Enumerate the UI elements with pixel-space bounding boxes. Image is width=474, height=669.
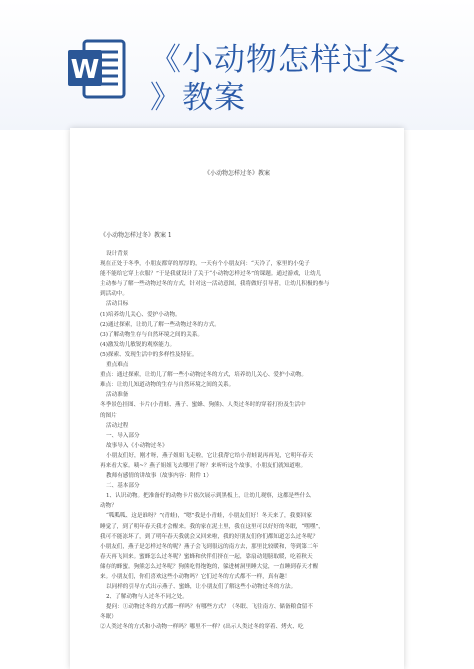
document-line: 睡觉了，到了明年春天我才会醒来。我的家在泥土里，我在这里可以好好的冬眠，“嘿嘿”，: [100, 523, 324, 530]
document-line: 二、基本部分: [106, 483, 140, 490]
document-line: 难点：让幼儿知道动物的生存与自然环境之间的关系。: [100, 382, 235, 389]
document-line: (3)了解动物生存与自然环境之间的关系。: [100, 331, 204, 338]
document-line: 我可不能冻坏了，到了明年春天我就会又回来啦，我的好朋友们你们都知道怎么过冬呢？: [100, 533, 319, 540]
document-line: 2、了解动物与人过冬不同之处。: [106, 594, 188, 601]
document-line: 以同样的引导方式出示燕子、蜜蜂，让小朋友们了解这些小动物过冬的方法。: [106, 584, 297, 591]
document-title: 《小动物怎样过冬》教案: [203, 170, 270, 177]
word-logo-letter: W: [70, 55, 100, 85]
document-line: 现在正处于冬季，小朋友都穿的厚厚的，一天有个小朋友问：“天冷了，家里的小兔子: [100, 261, 310, 268]
document-line: ②人类过冬的方式和小动物一样吗？哪里不一样？(出示人类过冬的穿着、烤火、吃: [100, 624, 304, 631]
document-line: 能不能给它穿上衣服？”于是我就设计了关于“小动物怎样过冬”的课题。通过游戏，让幼儿: [100, 271, 322, 278]
document-line: 储存的蜂蜜。狗熊怎么过冬呢？狗熊吃得饱饱的，躲进树洞里睡大觉，一直睡到春天才醒: [100, 563, 319, 570]
document-line: 活动目标: [106, 301, 129, 308]
document-line: 设计背景: [106, 251, 129, 257]
document-line: 小朋友们，燕子是怎样过冬的呢？燕子会飞到很远的南方去，那里比较暖和，等到第二年: [100, 543, 319, 550]
document-line: 重点难点: [106, 362, 129, 369]
document-line: 1、认识动物。把准备好的动物卡片依次展示到黑板上，让幼儿观察，这都是些什么: [106, 493, 311, 500]
document-line: 小朋友们好，刚才呀，燕子姐姐飞走啦，它让我帮它给小青蛙说再再见，它明年春天: [106, 452, 313, 459]
document-line: 教师有感情的讲故事（故事内容：附件 1）: [106, 473, 213, 480]
banner-title-line-2: 》教案: [150, 80, 246, 116]
document-line: 故事导入《小动物过冬》: [106, 442, 168, 449]
document-line: 的图片: [100, 412, 117, 419]
document-line: 再来看大家。咦~？燕子姐姐飞去哪里了呀？来听听这个故事，小朋友们就知道啦。: [100, 462, 307, 469]
document-line: (1)培养幼儿关心、爱护小动物。: [100, 311, 181, 318]
document-line: “呱呱呱、这是谁呀？”(青蛙)，“嗯”我是小青蛙，小朋友们好！冬天来了，我要回家: [106, 513, 312, 520]
document-line: 冬眠）: [100, 614, 117, 621]
document-line: 到活动中。: [100, 291, 128, 298]
document-page: [70, 128, 404, 669]
document-line: 活动过程: [106, 422, 129, 429]
word-document-icon: [66, 36, 130, 102]
document-line: 重点：通过探索，让幼儿了解一些小动物过冬的方式，培养幼儿关心、爱护小动物。: [100, 372, 307, 379]
document-line: 来。小朋友们，你们喜欢这些小动物吗？它们过冬的方式都不一样，真有趣！: [100, 574, 291, 580]
document-body: [100, 249, 374, 633]
document-line: 冬季景色挂图、卡片(小青蛙、燕子、蜜蜂、狗熊)、人类过冬时的穿着打扮及生活中: [100, 402, 306, 409]
document-line: (4)激发幼儿敏锐的观察能力。: [100, 341, 176, 348]
document-line: 春天再飞回来。蜜蜂怎么过冬呢？蜜蜂和伙伴们挤在一起，靠扇动翅膀取暖，吃着秋天: [100, 553, 313, 560]
document-line: 动物？: [100, 503, 117, 510]
document-line: 一、导入部分: [106, 432, 140, 439]
document-line: (5)探索、发现生活中的多样性及特征。: [100, 351, 198, 358]
document-line: 提问：①动物过冬的方式都一样吗？有哪些方式？（冬眠、飞往南方、储备粮食留不: [106, 604, 313, 611]
document-line: (2)通过探索，让幼儿了解一些动物过冬的方式。: [100, 321, 220, 328]
document-line: 主动参与了解一些动物过冬的方式，针对这一活动意图，我将做好引导者，让幼儿积极的参与: [100, 281, 330, 288]
document-line: 活动准备: [106, 392, 129, 399]
document-subtitle: 《小动物怎样过冬》教案 1: [100, 232, 172, 239]
banner-title-line-1: 《小动物怎样过冬: [150, 42, 406, 78]
